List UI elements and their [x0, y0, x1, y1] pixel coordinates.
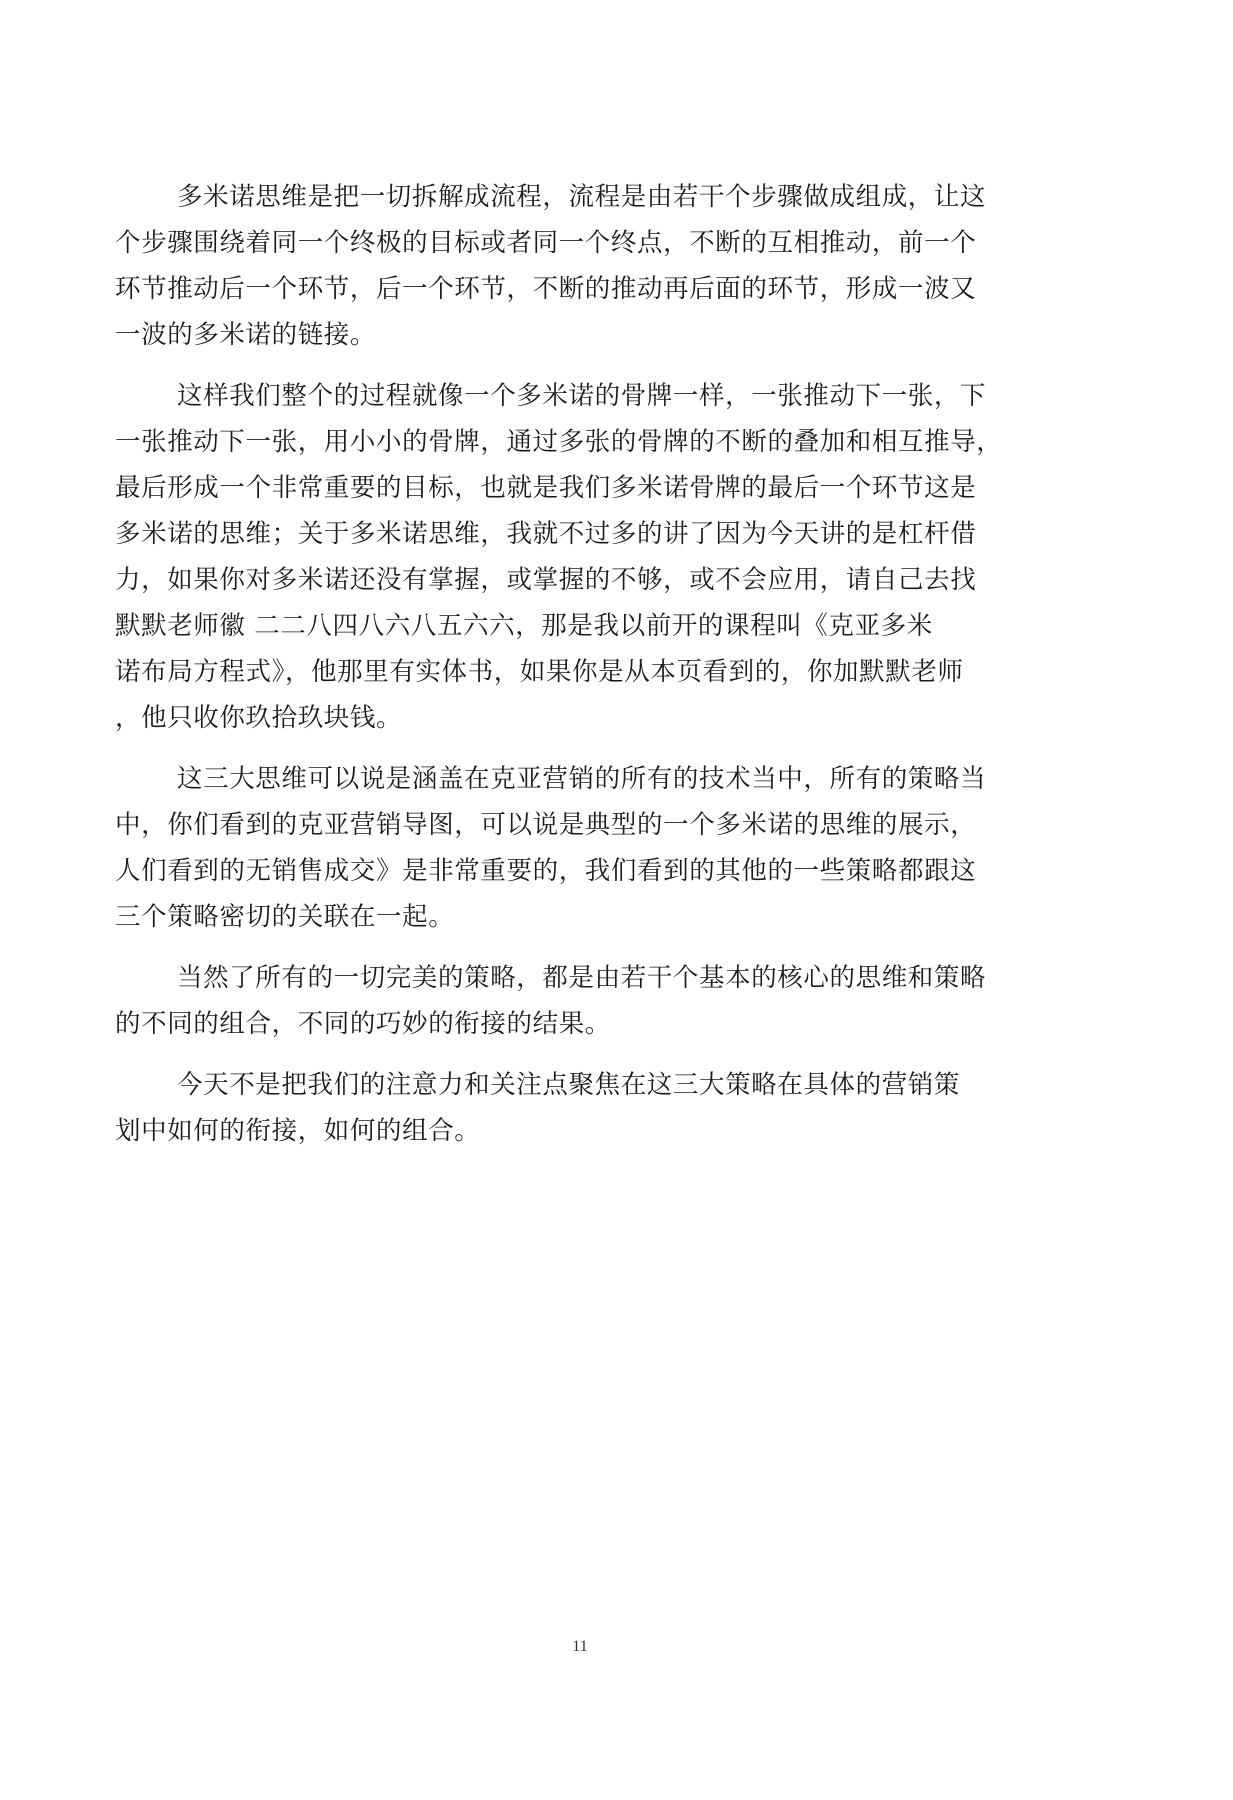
paragraph-2-line-4: 多米诺的思维；关于多米诺思维，我就不过多的讲了因为今天讲的是杠杆借 — [115, 519, 977, 549]
paragraph-3-line-1: 这三大思维可以说是涵盖在克亚营销的所有的技术当中，所有的策略当 — [177, 764, 987, 794]
paragraph-2-line-2: 一张推动下一张，用小小的骨牌，通过多张的骨牌的不断的叠加和相互推导， — [115, 427, 1003, 457]
paragraph-5-line-2: 划中如何的衔接，如何的组合。 — [115, 1116, 481, 1146]
paragraph-4-line-2: 的不同的组合，不同的巧妙的衔接的结果。 — [115, 1009, 611, 1039]
paragraph-1-line-4: 一波的多米诺的链接。 — [115, 320, 377, 350]
paragraph-2-line-3: 最后形成一个非常重要的目标，也就是我们多米诺骨牌的最后一个环节这是 — [115, 473, 977, 503]
page-number: 11 — [572, 1638, 588, 1655]
paragraph-2-line-7: 诺布局方程式》，他那里有实体书，如果你是从本页看到的，你加默默老师 — [115, 657, 964, 687]
paragraph-4-line-1: 当然了所有的一切完美的策略，都是由若干个基本的核心的思维和策略 — [177, 963, 987, 993]
paragraph-2-line-1: 这样我们整个的过程就像一个多米诺的骨牌一样，一张推动下一张，下 — [177, 381, 987, 411]
paragraph-1-line-2: 个步骤围绕着同一个终极的目标或者同一个终点，不断的互相推动，前一个 — [115, 228, 977, 258]
paragraph-2-line-8: ，他只收你玖拾玖块钱。 — [115, 703, 403, 733]
paragraph-5-line-1: 今天不是把我们的注意力和关注点聚焦在这三大策略在具体的营销策 — [177, 1070, 961, 1100]
paragraph-3-line-3: 人们看到的无销售成交》是非常重要的，我们看到的其他的一些策略都跟这 — [115, 856, 977, 886]
paragraph-2-line-5: 力，如果你对多米诺还没有掌握，或掌握的不够，或不会应用，请自己去找 — [115, 565, 977, 595]
paragraph-2-line-6: 默默老师徽 二二八四八六八五六六，那是我以前开的课程叫《克亚多米 — [115, 611, 933, 641]
paragraph-1-line-1: 多米诺思维是把一切拆解成流程，流程是由若干个步骤做成组成，让这 — [177, 182, 987, 212]
paragraph-3-line-4: 三个策略密切的关联在一起。 — [115, 902, 455, 932]
paragraph-3-line-2: 中，你们看到的克亚营销导图，可以说是典型的一个多米诺的思维的展示， — [115, 810, 977, 840]
paragraph-1-line-3: 环节推动后一个环节，后一个环节，不断的推动再后面的环节，形成一波又 — [115, 274, 977, 304]
